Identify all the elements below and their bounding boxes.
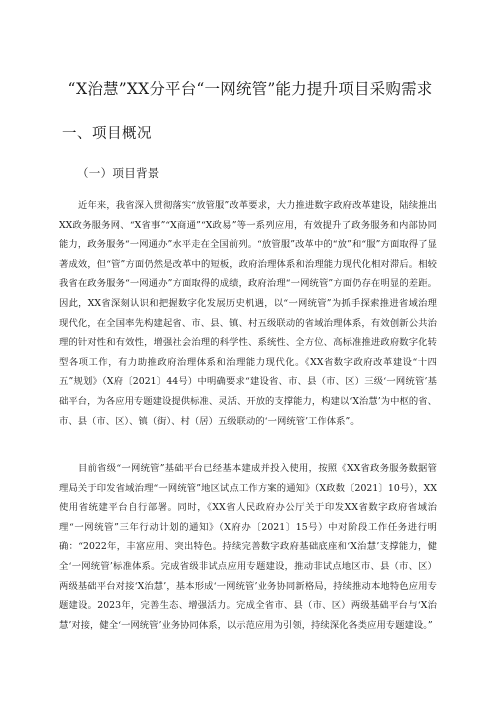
section-heading: 一、项目概况: [62, 126, 152, 142]
subsection-heading: （一）项目背景: [77, 166, 160, 180]
body-paragraph: 近年来，我省深入贯彻落实“放管服”改革要求，大力推进数字政府改革建设，陆续推出XX政务服务网、“X省事”“X商通”“X政易”等一系列应用，有效提升了政务服务和内部协同能力，政务服务“一网通办”水平走在全国前列。“放管服”改革中的“放”和“服”方面取得了显著成效，但“管”方面仍然是改革中的短板，政府治理体系和治理能力现代化相对滞后。相较我省在政务服务“一网通办”方面取得的成绩，政府治理“一网统管”方面仍存在明显的差距。因此，XX省深刻认识和把握数字化发展历史机遇，以“一网统管”为抓手探索推进省域治理现代化，在全国率先构建起省、市、县、镇、村五级联动的省域治理体系，有效创新公共治理的针对性和有效性，增强社会治理的科学性、系统性、全方位、高标准推进政府数字化转型各项工作，有力助推政府治理体系和治理能力现代化。《XX省数字政府改革建设“十四五”规划》（X府〔2021〕44号）中明确要求“建设省、市、县（市、区）三级‘一网统管’基础平台，为各应用专题建设提供标准、灵活、开放的支撑能力，构建以‘X治慧’为中枢的省、市、县（市、区）、镇（街）、村（居）五级联动的‘一网统管’工作体系”。: [59, 200, 437, 427]
body-paragraph: 目前省级“一网统管”基础平台已经基本建成并投入使用，按照《XX省政务服务数据管理局关于印发省域治理“一网统管”地区试点工作方案的通知》（X政数〔2021〕10号），XX使用省统建平台自行部署。同时，《XX省人民政府办公厅关于印发XX省数字政府省域治理“一网统管”三年行动计划的通知》（X府办〔2021〕15号）中对阶段工作任务进行明确：“2022年，丰富应用、突出特色。持续完善数字政府基础底座和‘X治慧’支撑能力，健全‘一网统管’标准体系。完成省级非试点应用专题建设，推动非试点地区市、县（市、区）两级基础平台对接‘X治慧’，基本形成‘一网统管’业务协同新格局，持续推动本地特色应用专题建设。2023年，完善生态、增强活力。完成全省市、县（市、区）两级基础平台与‘X治慧’对接，健全‘一网统管’业务协同体系，以示范应用为引领，持续深化各类应用专题建设。”: [59, 463, 437, 631]
document-title: “X治慧”XX分平台“一网统管”能力提升项目采购需求: [67, 80, 433, 98]
